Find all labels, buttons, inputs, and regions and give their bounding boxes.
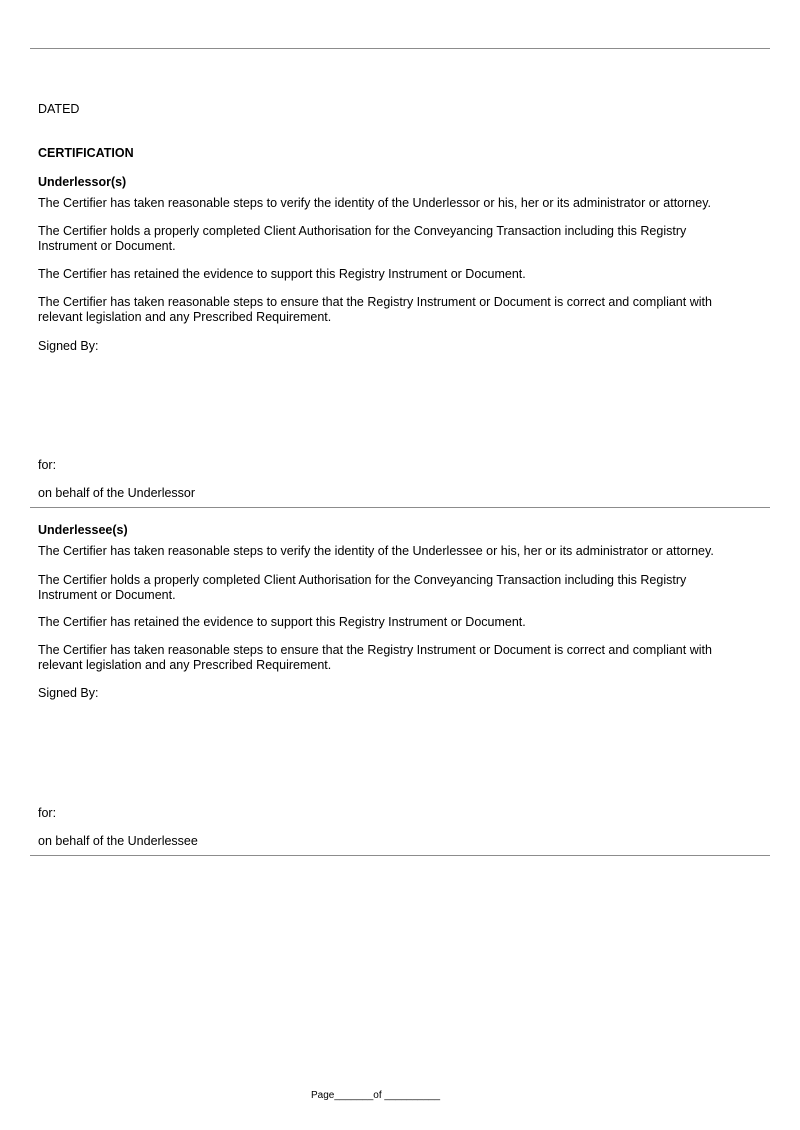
underlessor-statement-identity: The Certifier has taken reasonable steps to verify the identity of the Underlessor or his, her or its administrator or attorney. — [38, 196, 711, 210]
underlessee-statement-identity: The Certifier has taken reasonable steps to verify the identity of the Underlessee or his, her or its administrator or attorney. — [38, 544, 714, 558]
underlessee-signed-by-label: Signed By: — [38, 686, 99, 700]
section-divider — [30, 507, 770, 508]
certification-heading: CERTIFICATION — [38, 146, 134, 160]
underlessor-signed-by-label: Signed By: — [38, 339, 99, 353]
underlessor-heading: Underlessor(s) — [38, 175, 127, 189]
underlessor-on-behalf-label: on behalf of the Underlessor — [38, 486, 196, 500]
underlessee-on-behalf-label: on behalf of the Underlessee — [38, 834, 198, 848]
dated-label: DATED — [38, 102, 80, 116]
underlessee-statement-evidence: The Certifier has retained the evidence to support this Registry Instrument or Document. — [38, 615, 526, 629]
underlessor-for-label: for: — [38, 458, 57, 472]
underlessor-statement-compliance: The Certifier has taken reasonable steps to ensure that the Registry Instrument or Document is correct and compliant with relevant legislation and any Prescribed Requirement. — [38, 295, 712, 324]
underlessee-statement-authorisation: The Certifier holds a properly completed Client Authorisation for the Conveyancing Transaction including this Registry Instrument or Document. — [38, 573, 687, 602]
underlessor-statement-evidence: The Certifier has retained the evidence to support this Registry Instrument or Document. — [38, 267, 526, 281]
underlessee-statement-compliance: The Certifier has taken reasonable steps to ensure that the Registry Instrument or Document is correct and compliant with relevant legislation and any Prescribed Requirement. — [38, 643, 712, 672]
underlessee-for-label: for: — [38, 806, 57, 820]
top-divider — [30, 48, 770, 49]
page-number-footer: Page_______of __________ — [311, 1090, 441, 1101]
underlessee-heading: Underlessee(s) — [38, 523, 128, 537]
bottom-divider — [30, 855, 770, 856]
underlessor-statement-authorisation: The Certifier holds a properly completed Client Authorisation for the Conveyancing Transaction including this Registry Instrument or Document. — [38, 224, 687, 253]
